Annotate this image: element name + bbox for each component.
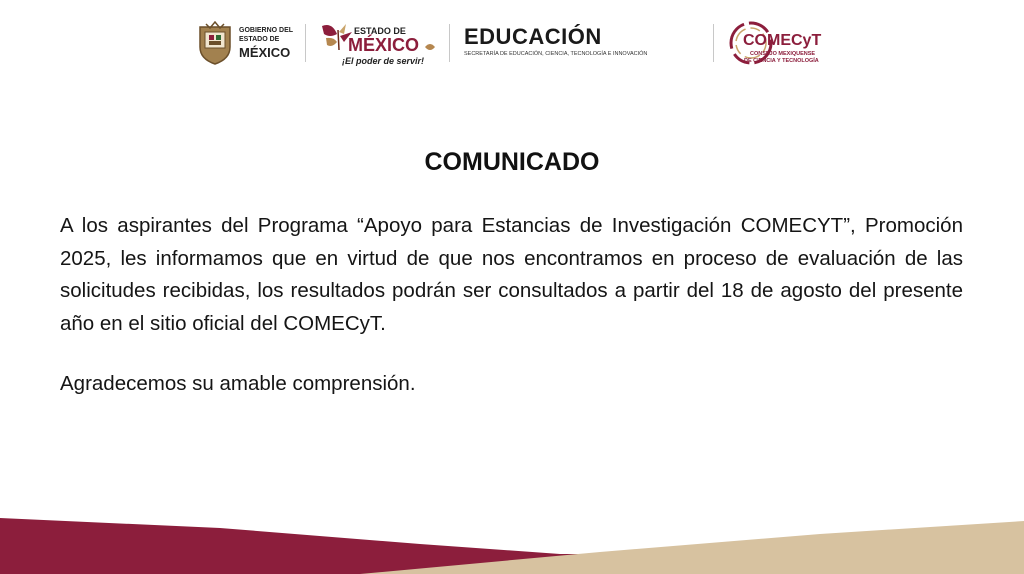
header-logos: [0, 0, 1024, 80]
flourish-icon: [424, 41, 436, 53]
header-divider-2: [449, 24, 450, 62]
footer-wave-decoration: [0, 518, 1024, 574]
edomex-slogan: ¡El poder de servir!: [342, 56, 425, 66]
header-divider-1: [305, 24, 306, 62]
gobierno-edomex-logo: [196, 20, 300, 66]
header-divider-3: [713, 24, 714, 62]
announcement-paragraph: A los aspirantes del Programa “Apoyo para Estancias de Investigación COMECYT”, Promoción 2025, les informamos que en virtud de que nos encontramos en proceso de evaluación de las solicitudes recibidas, los resultados podrán ser consultados a partir del 18 de agosto del presente año en el sitio oficial del COMECyT.: [60, 214, 963, 335]
educacion-logo: [464, 24, 704, 64]
gobierno-line3: MÉXICO: [239, 45, 291, 60]
gobierno-line2: ESTADO DE: [239, 36, 280, 43]
educacion-subtitle: SECRETARÍA DE EDUCACIÓN, CIENCIA, TECNOLOGÍA E INNOVACIÓN: [464, 51, 648, 57]
page-title: COMUNICADO: [424, 148, 600, 176]
comecyt-logo: [728, 20, 838, 68]
comecyt-line2: DE CIENCIA Y TECNOLOGÍA: [744, 58, 819, 64]
coat-of-arms-icon: [196, 21, 234, 65]
edomex-line2: MÉXICO: [348, 35, 420, 55]
gobierno-line1: GOBIERNO DEL: [239, 27, 294, 34]
comecyt-name: COMECyT: [743, 32, 822, 49]
educacion-title: EDUCACIÓN: [464, 24, 602, 49]
edomex-line1: ESTADO DE: [354, 26, 406, 36]
comecyt-line1: CONSEJO MEXIQUENSE: [750, 51, 816, 57]
closing-text: Agradecemos su amable comprensión.: [60, 372, 416, 395]
estado-de-mexico-logo: [320, 20, 440, 68]
